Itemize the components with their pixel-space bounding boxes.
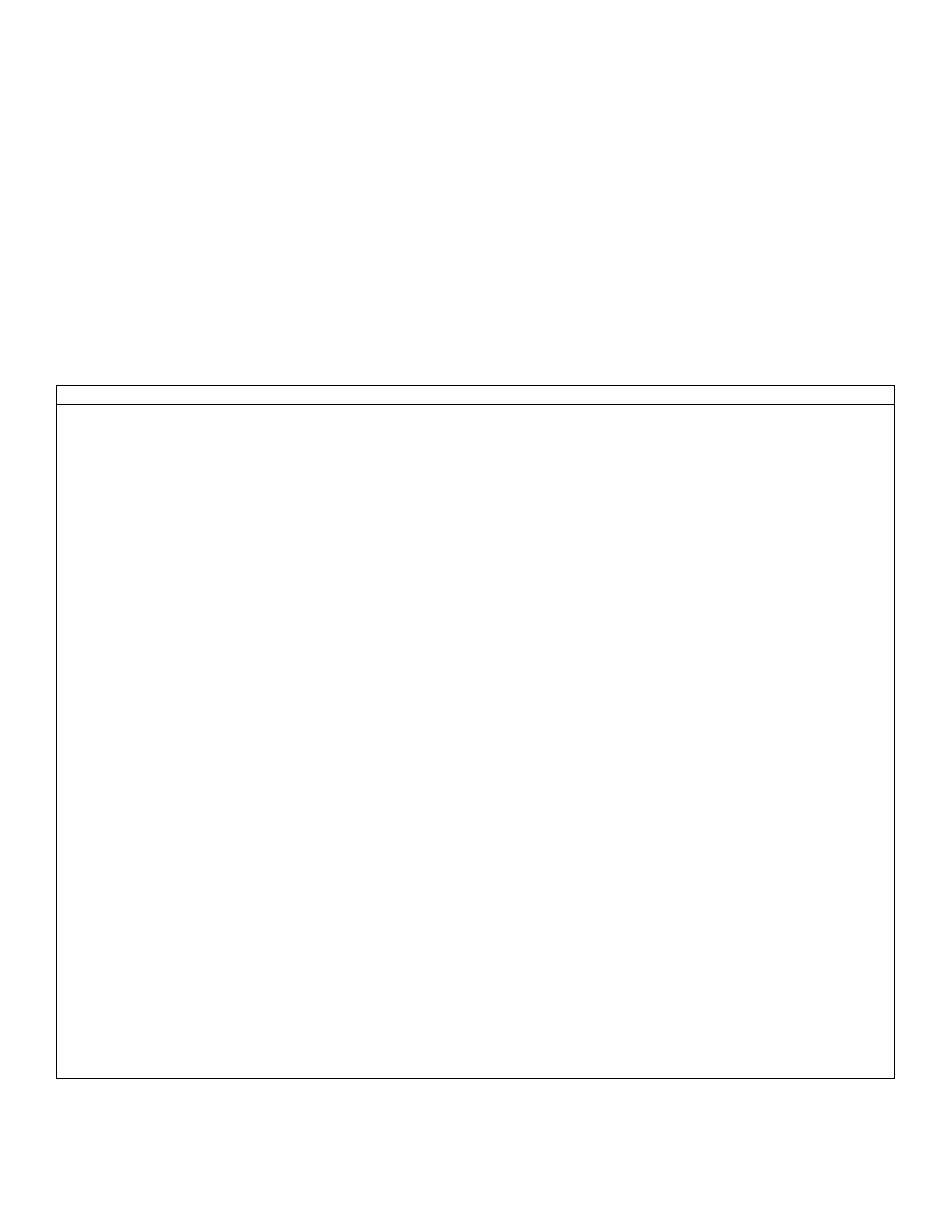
page-header xyxy=(57,57,894,97)
items-table xyxy=(56,385,895,1079)
items-table-header xyxy=(57,386,894,405)
spec-info xyxy=(57,110,894,182)
